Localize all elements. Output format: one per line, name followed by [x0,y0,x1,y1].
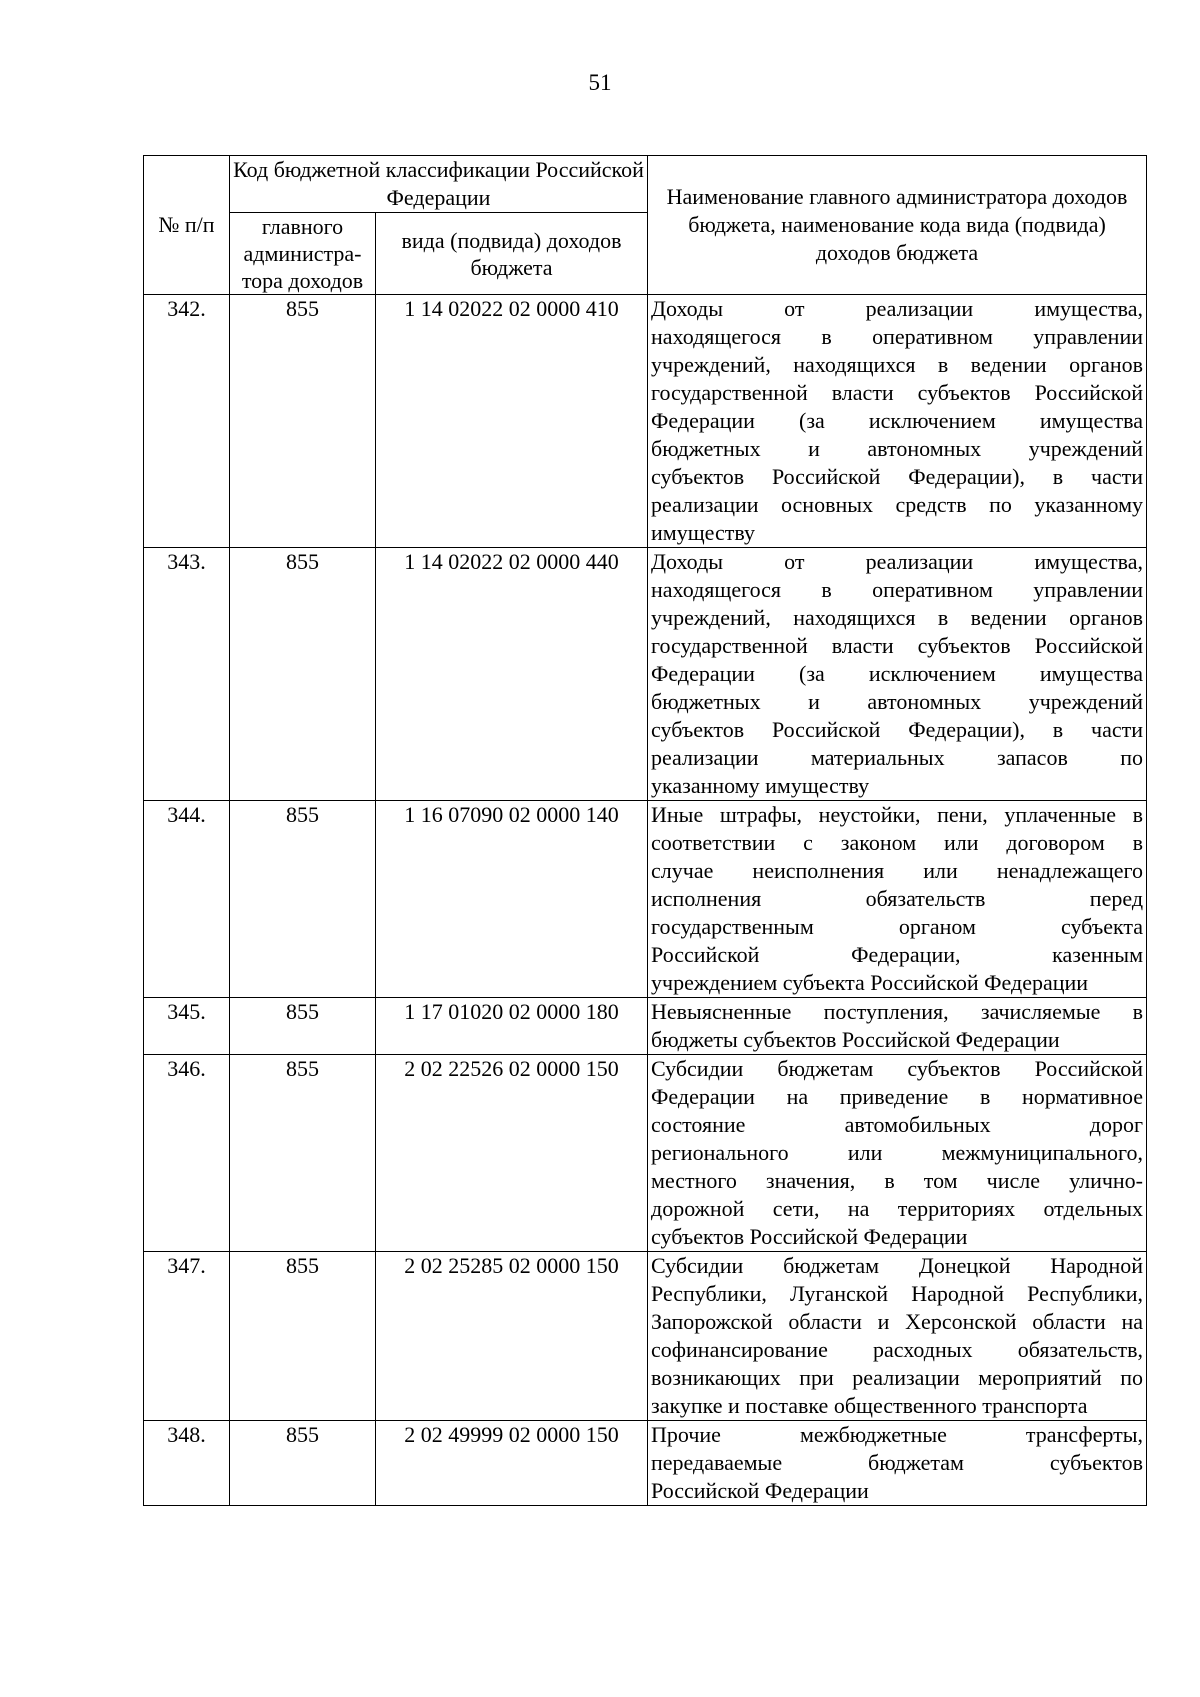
description-line: Федерации (за исключением имущества [651,408,1144,433]
row-description [648,801,1147,998]
description-line: бюджетных и автономных учреждений [651,689,1144,714]
table-row [144,1055,1147,1252]
header-number: № п/п [144,156,230,295]
description-line: закупке и поставке общественного транспорта [651,1393,1088,1418]
description-line: имуществу [651,520,755,545]
description-line: находящегося в оперативном управлении [651,324,1144,349]
table-row [144,998,1147,1055]
page-number: 51 [588,70,612,95]
row-revenue-code: 1 17 01020 02 0000 180 [376,998,648,1055]
description-line: Федерации (за исключением имущества [651,661,1144,686]
description-line: состояние автомобильных дорог [651,1112,1144,1137]
row-admin-code: 855 [230,548,376,801]
description-line: регионального или межмуниципального, [651,1140,1144,1165]
description-line: субъектов Российской Федерации [651,1224,968,1249]
table-row [144,801,1147,998]
description-line: Республики, Луганской Народной Республики, [651,1281,1144,1306]
description-line: Иные штрафы, неустойки, пени, уплаченные в [651,802,1144,827]
description-line: Прочие межбюджетные трансферты, [651,1422,1144,1447]
description-line: субъектов Российской Федерации), в части [651,717,1144,742]
row-description [648,1252,1147,1421]
description-line: Доходы от реализации имущества, [651,296,1144,321]
header-admin: главного администра-тора доходов [230,213,376,295]
description-line: реализации материальных запасов по [651,745,1144,770]
table-row [144,1421,1147,1506]
description-line: местного значения, в том числе улично- [651,1168,1144,1193]
description-line: государственной власти субъектов Российской [651,380,1144,405]
row-number: 344. [144,801,230,998]
description-line: Доходы от реализации имущества, [651,549,1144,574]
description-line: Невыясненные поступления, зачисляемые в [651,999,1144,1024]
row-number: 343. [144,548,230,801]
row-description [648,998,1147,1055]
description-line: находящегося в оперативном управлении [651,577,1144,602]
description-line: реализации основных средств по указанному [651,492,1144,517]
row-number: 348. [144,1421,230,1506]
description-line: субъектов Российской Федерации), в части [651,464,1144,489]
row-description [648,295,1147,548]
description-line: Федерации на приведение в нормативное [651,1084,1144,1109]
row-admin-code: 855 [230,295,376,548]
description-line: указанному имуществу [651,773,870,798]
table-row [144,548,1147,801]
row-revenue-code: 2 02 25285 02 0000 150 [376,1252,648,1421]
description-line: исполнения обязательств перед [651,886,1144,911]
row-number: 347. [144,1252,230,1421]
row-revenue-code: 1 14 02022 02 0000 440 [376,548,648,801]
header-kind: вида (подвида) доходов бюджета [376,213,648,295]
description-line: софинансирование расходных обязательств, [651,1337,1144,1362]
row-revenue-code: 1 14 02022 02 0000 410 [376,295,648,548]
description-line: дорожной сети, на территориях отдельных [651,1196,1144,1221]
row-number: 346. [144,1055,230,1252]
description-line: Российской Федерации, казенным [651,942,1144,967]
row-admin-code: 855 [230,801,376,998]
description-line: Российской Федерации [651,1478,869,1503]
row-revenue-code: 1 16 07090 02 0000 140 [376,801,648,998]
row-revenue-code: 2 02 49999 02 0000 150 [376,1421,648,1506]
row-admin-code: 855 [230,1252,376,1421]
description-line: бюджетных и автономных учреждений [651,436,1144,461]
row-admin-code: 855 [230,1421,376,1506]
row-description [648,1421,1147,1506]
description-line: учреждений, находящихся в ведении органов [651,605,1144,630]
row-number: 342. [144,295,230,548]
table-body [144,295,1147,1506]
description-line: возникающих при реализации мероприятий по [651,1365,1144,1390]
row-admin-code: 855 [230,1055,376,1252]
row-description [648,548,1147,801]
description-line: соответствии с законом или договором в [651,830,1144,855]
description-line: государственной власти субъектов Российской [651,633,1144,658]
table-row [144,1252,1147,1421]
row-revenue-code: 2 02 22526 02 0000 150 [376,1055,648,1252]
description-line: учреждений, находящихся в ведении органов [651,352,1144,377]
header-name: Наименование главного администратора доходов бюджета, наименование кода вида (подвида) доходов бюджета [648,156,1147,295]
description-line: учреждением субъекта Российской Федерации [651,970,1089,995]
row-number: 345. [144,998,230,1055]
budget-classification-table [143,155,1147,1506]
description-line: бюджеты субъектов Российской Федерации [651,1027,1060,1052]
description-line: Субсидии бюджетам субъектов Российской [651,1056,1144,1081]
description-line: Субсидии бюджетам Донецкой Народной [651,1253,1144,1278]
table-row [144,295,1147,548]
table-header [144,156,1147,295]
description-line: передаваемые бюджетам субъектов [651,1450,1144,1475]
row-description [648,1055,1147,1252]
row-admin-code: 855 [230,998,376,1055]
header-code-group: Код бюджетной классификации Российской Федерации [230,156,648,213]
description-line: случае неисполнения или ненадлежащего [651,858,1144,883]
description-line: Запорожской области и Херсонской области на [651,1309,1144,1334]
description-line: государственным органом субъекта [651,914,1144,939]
